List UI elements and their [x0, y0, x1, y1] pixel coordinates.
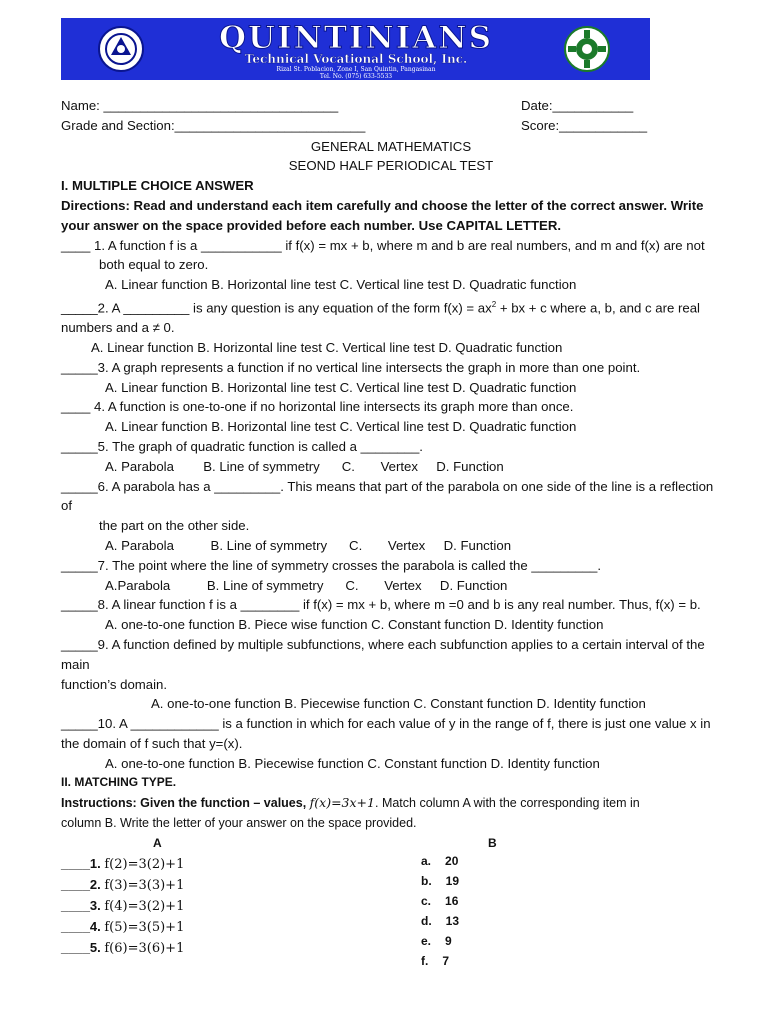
match-a-item: ____1. f(2)=3(2)+1: [61, 855, 185, 872]
question-2-options: A. Linear function B. Horizontal line test C. Vertical line test D. Quadratic function: [91, 339, 563, 355]
question-9-options: A. one-to-one function B. Piecewise function C. Constant function D. Identity function: [151, 696, 646, 712]
question-10: _____10. A ____________ is a function in which for each value of y in the range of f, there is just one value x in: [61, 716, 711, 732]
question-6-cont: the part on the other side.: [99, 518, 250, 534]
question-5-options: A. Parabola B. Line of symmetry C. Vertex D. Function: [105, 458, 504, 474]
part2-instructions: Instructions: Given the function – values, f(x)=3x+1. Match column A with the corresponding item in: [61, 795, 640, 811]
question-10-cont: the domain of f such that y=(x).: [61, 735, 243, 751]
school-name: QUINTINIANS: [218, 20, 494, 56]
question-3: _____3. A graph represents a function if no vertical line intersects the graph in more than one point.: [61, 359, 641, 375]
matching-table: [61, 834, 721, 994]
question-9: _____9. A function defined by multiple subfunctions, where each subfunction applies to a certain interval of the main: [61, 636, 705, 672]
part2-instructions-cont: column B. Write the letter of your answer on the space provided.: [61, 816, 417, 831]
name-field[interactable]: Name: ________________________________: [61, 98, 339, 113]
grade-score-row: [61, 116, 721, 136]
question-1: ____ 1. A function f is a ___________ if f(x) = mx + b, where m and b are real numbers, and m and f(x) are not: [61, 237, 705, 253]
match-b-item: b. 19: [421, 873, 460, 888]
question-2: _____2. A _________ is any question is any equation of the form $f(x) = ax^2$ + bx + c where a, b, and c are real: [61, 299, 700, 316]
school-address: Rizal St. Poblacion, Zone I, San Quintin, Pangasinan Tel. No. (075) 633-5533: [276, 66, 436, 80]
date-field[interactable]: Date:___________: [521, 98, 634, 113]
test-title: SEOND HALF PERIODICAL TEST: [288, 158, 494, 174]
part1-heading: I. MULTIPLE CHOICE ANSWER: [61, 178, 254, 194]
gear-seal-icon: [563, 25, 611, 73]
part2-heading: II. MATCHING TYPE.: [61, 775, 177, 790]
match-b-item: a. 20: [421, 853, 459, 868]
score-field[interactable]: Score:____________: [521, 117, 648, 133]
subject-title: GENERAL MATHEMATICS: [310, 138, 472, 154]
match-b-item: f. 7: [421, 953, 450, 968]
question-1-options: A. Linear function B. Horizontal line test C. Vertical line test D. Quadratic function: [105, 277, 577, 293]
match-b-item: d. 13: [421, 913, 460, 928]
school-banner: [61, 18, 650, 80]
column-a-header: A: [153, 835, 162, 850]
part1-directions: Directions: Read and understand each item carefully and choose the letter of the correct answer. Write your answer on the space provided before each number. Use CAPITAL LETTER.: [61, 197, 704, 233]
question-6: _____6. A parabola has a _________. This means that part of the parabola on one side of the line is a reflection of: [61, 478, 714, 514]
grade-section-field[interactable]: Grade and Section:__________________________: [61, 117, 366, 133]
match-a-item: ____3. f(4)=3(2)+1: [61, 897, 185, 914]
match-b-item: e. 9: [421, 933, 452, 948]
question-4-options: A. Linear function B. Horizontal line test C. Vertical line test D. Quadratic function: [105, 419, 577, 435]
column-b-header: B: [488, 835, 497, 850]
school-subtitle: Technical Vocational School, Inc.: [244, 52, 468, 66]
question-9-cont: function’s domain.: [61, 676, 168, 692]
school-seal-icon: [97, 25, 145, 73]
question-8-options: A. one-to-one function B. Piece wise function C. Constant function D. Identity function: [105, 617, 604, 633]
match-b-item: c. 16: [421, 893, 459, 908]
question-4: ____ 4. A function is one-to-one if no horizontal line intersects its graph more than once.: [61, 399, 574, 415]
question-8: _____8. A linear function f is a ________ if f(x) = mx + b, where m =0 and b is any real number. Thus, f(x) = b.: [61, 597, 701, 613]
question-6-options: A. Parabola B. Line of symmetry C. Vertex D. Function: [105, 537, 512, 553]
name-date-row: [61, 96, 721, 116]
question-5: _____5. The graph of quadratic function is called a ________.: [61, 438, 423, 454]
test-document: [61, 96, 721, 994]
match-a-item: ____5. f(6)=3(6)+1: [61, 939, 185, 956]
question-7-options: A.Parabola B. Line of symmetry C. Vertex D. Function: [105, 577, 508, 593]
match-a-item: ____2. f(3)=3(3)+1: [61, 876, 185, 893]
question-2-cont: numbers and a ≠ 0.: [61, 320, 175, 336]
question-10-options: A. one-to-one function B. Piecewise function C. Constant function D. Identity function: [105, 755, 600, 771]
question-1-cont: both equal to zero.: [99, 257, 209, 273]
question-3-options: A. Linear function B. Horizontal line test C. Vertical line test D. Quadratic function: [105, 379, 577, 395]
question-7: _____7. The point where the line of symmetry crosses the parabola is called the _________.: [61, 557, 602, 573]
match-a-item: ____4. f(5)=3(5)+1: [61, 918, 185, 935]
